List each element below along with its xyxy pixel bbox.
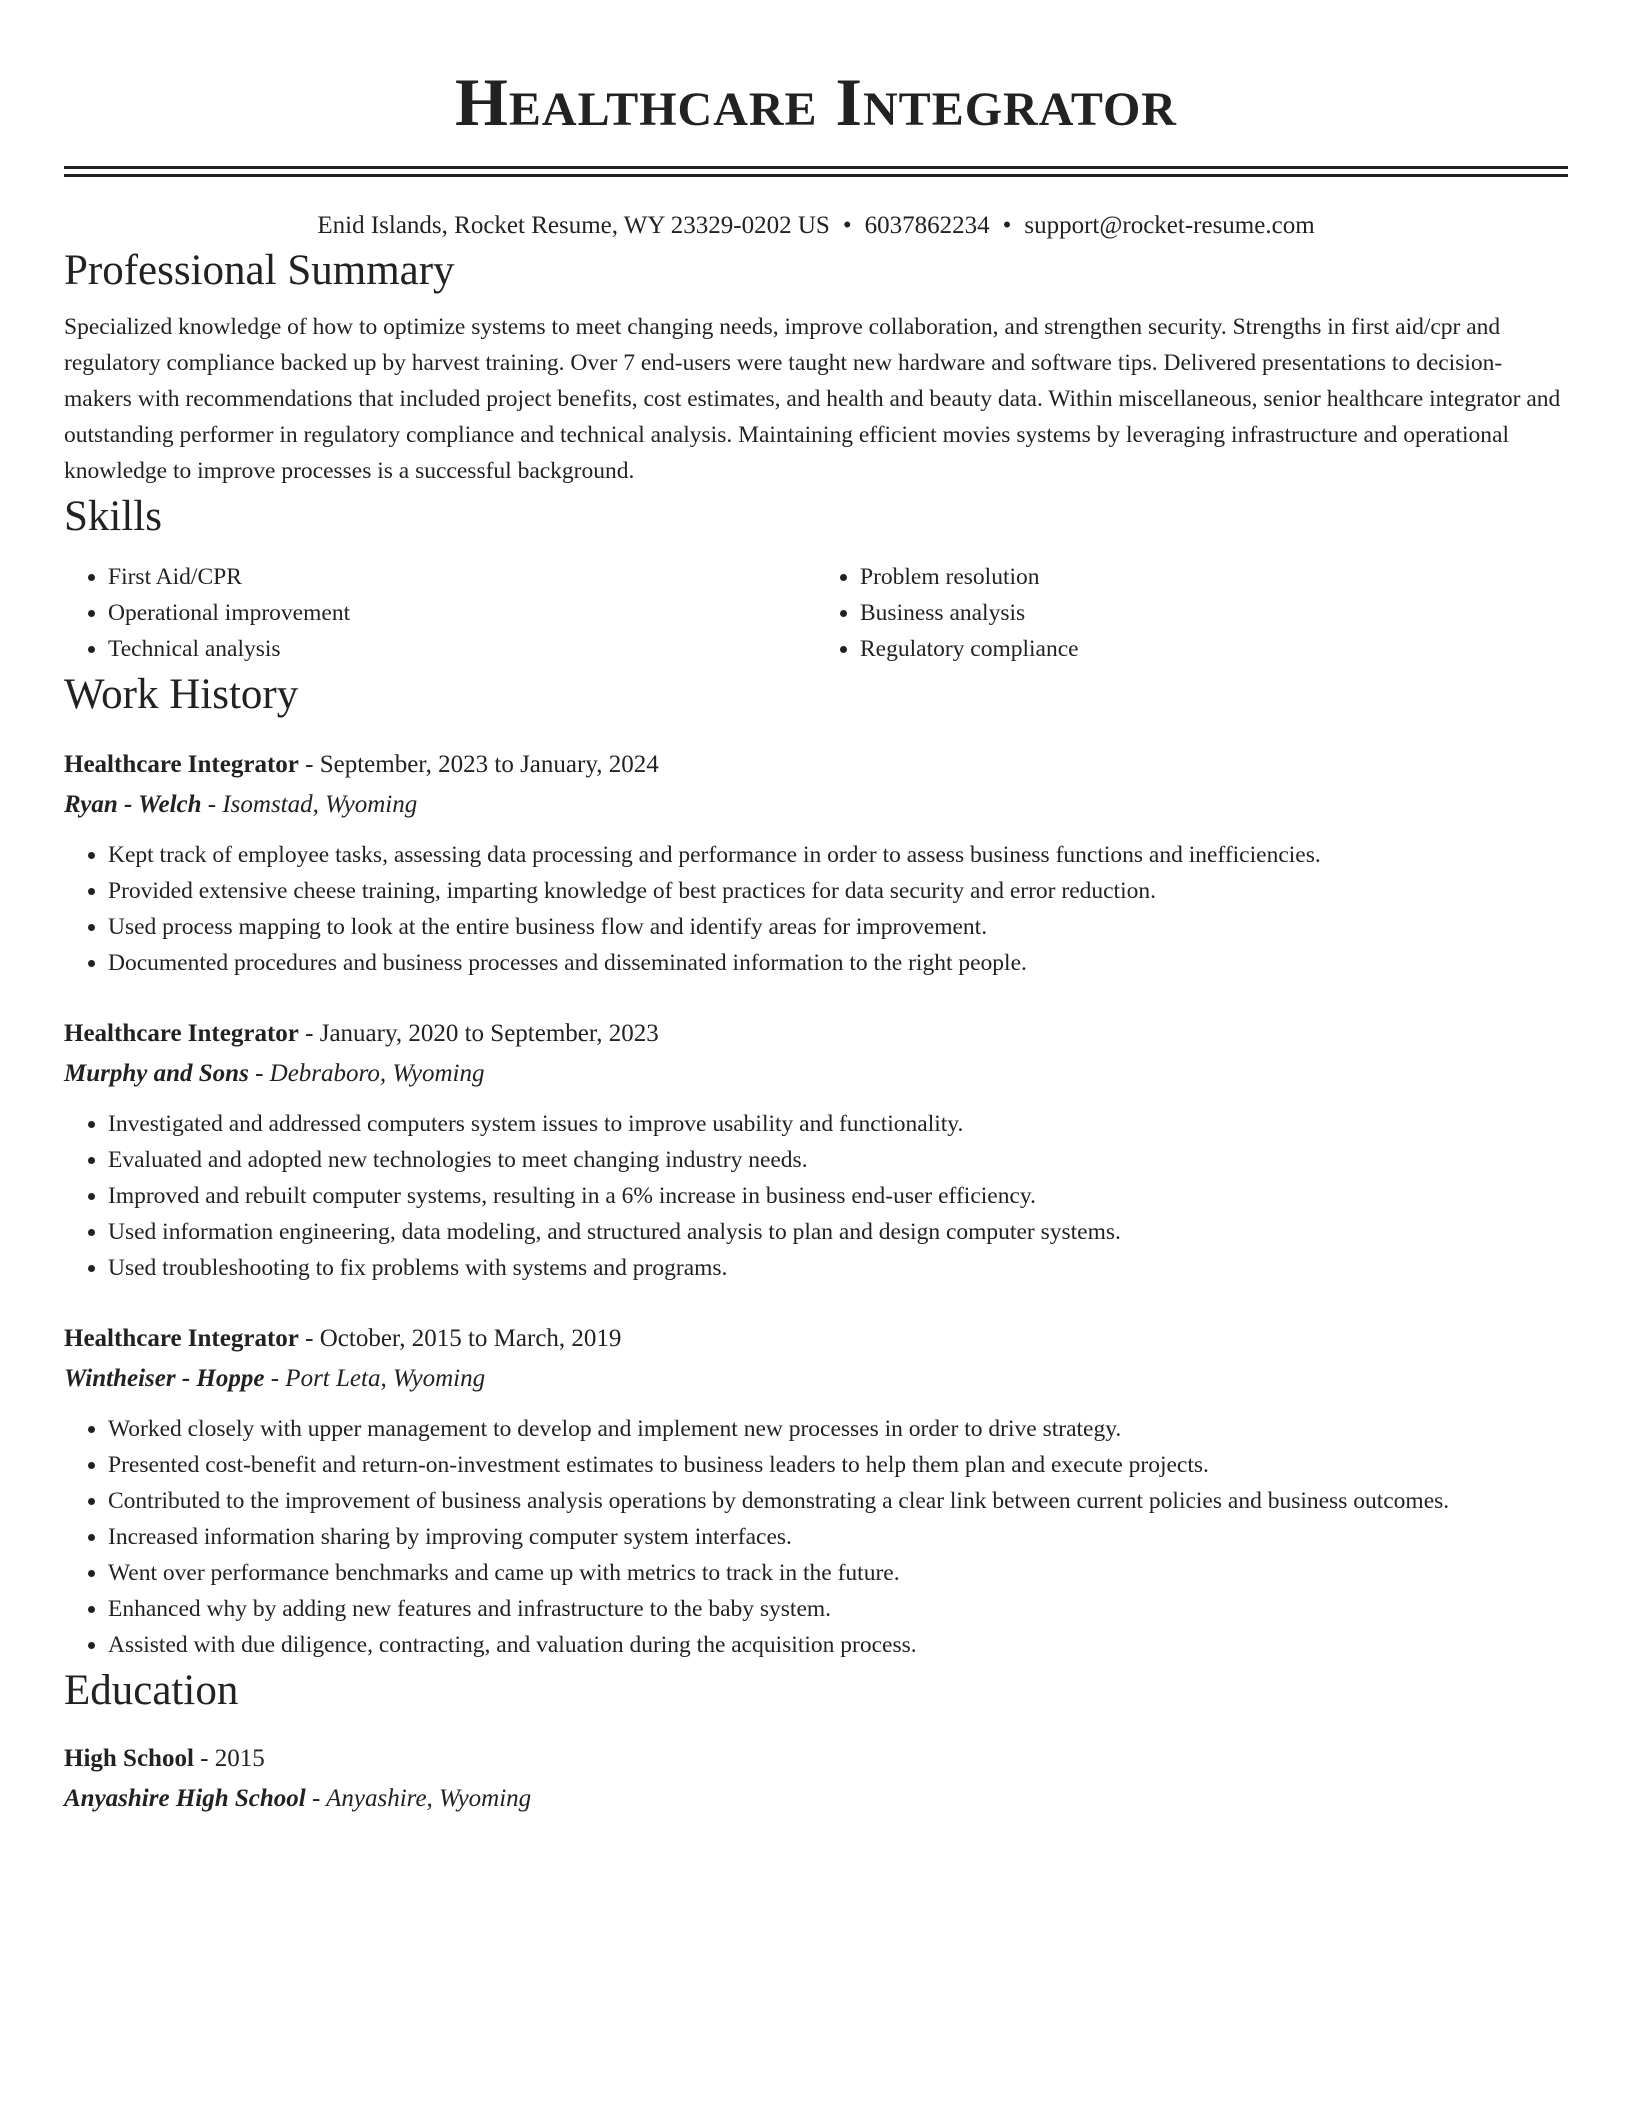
dash-separator: - xyxy=(264,1365,286,1392)
contact-line xyxy=(64,209,1568,243)
skills-column-left xyxy=(64,559,816,667)
job-bullet: • Contributed to the improvement of business analysis operations by demonstrating a clear link between current policies and business outcomes. xyxy=(108,1483,1568,1519)
summary-text: Specialized knowledge of how to optimize systems to meet changing needs, improve collaboration, and strengthen security. Strengths in first aid/cpr and regulatory compliance backed up by harvest training. Over 7 end-users were taught new hardware and software tips. Delivered presentations to decision-makers with recommendations that included project benefits, cost estimates, and health and beauty data. Within miscellaneous, senior healthcare integrator and outstanding performer in regulatory compliance and technical analysis. Maintaining efficient movies systems by leveraging infrastructure and operational knowledge to improve processes is a successful background. xyxy=(64,314,1561,484)
job-dates: September, 2023 to January, 2024 xyxy=(319,751,659,778)
education-year: 2015 xyxy=(214,1745,265,1772)
job-company: Murphy and Sons xyxy=(64,1060,249,1087)
dash-separator: - xyxy=(298,1020,320,1047)
job-bullet: • Worked closely with upper management to develop and implement new processes in order to drive strategy. xyxy=(108,1411,1568,1447)
contact-phone: 6037862234 xyxy=(864,212,990,239)
skills-grid xyxy=(64,559,1568,667)
job-bullet: • Improved and rebuilt computer systems, resulting in a 6% increase in business end-user efficiency. xyxy=(108,1178,1568,1214)
job-header xyxy=(64,745,1568,785)
dash-separator: - xyxy=(305,1785,327,1812)
summary-heading: Professional Summary xyxy=(64,247,455,294)
job-location: Isomstad, Wyoming xyxy=(222,791,418,818)
job-bullets xyxy=(64,837,1568,981)
dash-separator: - xyxy=(248,1060,270,1087)
job-role: Healthcare Integrator xyxy=(64,751,299,778)
skills-heading: Skills xyxy=(64,493,162,540)
contact-separator: • xyxy=(1002,212,1012,239)
job-bullet: • Documented procedures and business processes and disseminated information to the right people. xyxy=(108,945,1568,981)
job-employer xyxy=(64,1054,1568,1094)
contact-separator: • xyxy=(842,212,852,239)
job-bullets xyxy=(64,1106,1568,1286)
job-bullet: • Enhanced why by adding new features and infrastructure to the baby system. xyxy=(108,1591,1568,1627)
skill-item: • First Aid/CPR xyxy=(108,559,816,595)
dash-separator: - xyxy=(193,1745,215,1772)
job-bullet: • Provided extensive cheese training, imparting knowledge of best practices for data security and error reduction. xyxy=(108,873,1568,909)
job-location: Port Leta, Wyoming xyxy=(285,1365,486,1392)
job-entry xyxy=(64,1319,1568,1663)
contact-address: Enid Islands, Rocket Resume, WY 23329-0202 US xyxy=(317,212,830,239)
job-bullet: • Assisted with due diligence, contracting, and valuation during the acquisition process. xyxy=(108,1627,1568,1663)
job-header xyxy=(64,1319,1568,1359)
education-header xyxy=(64,1739,1568,1779)
job-company: Ryan - Welch xyxy=(64,791,202,818)
job-company: Wintheiser - Hoppe xyxy=(64,1365,265,1392)
job-bullet: • Went over performance benchmarks and came up with metrics to track in the future. xyxy=(108,1555,1568,1591)
skill-item: • Technical analysis xyxy=(108,631,816,667)
education-school: Anyashire High School xyxy=(64,1785,306,1812)
job-dates: January, 2020 to September, 2023 xyxy=(319,1020,659,1047)
dash-separator: - xyxy=(298,751,320,778)
job-employer xyxy=(64,785,1568,825)
job-bullet: • Kept track of employee tasks, assessing data processing and performance in order to assess business functions and inefficiencies. xyxy=(108,837,1568,873)
header-double-rule xyxy=(64,166,1568,177)
skill-item: • Regulatory compliance xyxy=(860,631,1568,667)
job-bullet: • Used information engineering, data modeling, and structured analysis to plan and design computer systems. xyxy=(108,1214,1568,1250)
job-bullets xyxy=(64,1411,1568,1663)
job-bullet: • Presented cost-benefit and return-on-investment estimates to business leaders to help them plan and execute projects. xyxy=(108,1447,1568,1483)
job-bullet: • Increased information sharing by improving computer system interfaces. xyxy=(108,1519,1568,1555)
job-entry xyxy=(64,1014,1568,1286)
job-bullet: • Evaluated and adopted new technologies to meet changing industry needs. xyxy=(108,1142,1568,1178)
job-bullet: • Used troubleshooting to fix problems with systems and programs. xyxy=(108,1250,1568,1286)
job-entry xyxy=(64,745,1568,981)
skills-column-right xyxy=(816,559,1568,667)
education-institution xyxy=(64,1779,1568,1819)
education-degree: High School xyxy=(64,1745,194,1772)
work-history-heading: Work History xyxy=(64,671,299,718)
dash-separator: - xyxy=(201,791,223,818)
job-header xyxy=(64,1014,1568,1054)
skill-item: • Business analysis xyxy=(860,595,1568,631)
skill-item: • Problem resolution xyxy=(860,559,1568,595)
job-dates: October, 2015 to March, 2019 xyxy=(319,1325,622,1352)
job-role: Healthcare Integrator xyxy=(64,1020,299,1047)
job-employer xyxy=(64,1359,1568,1399)
education-location: Anyashire, Wyoming xyxy=(326,1785,532,1812)
job-bullet: • Used process mapping to look at the entire business flow and identify areas for improvement. xyxy=(108,909,1568,945)
job-bullet: • Investigated and addressed computers system issues to improve usability and functionality. xyxy=(108,1106,1568,1142)
resume-name: Healthcare Integrator xyxy=(455,64,1177,140)
contact-email: support@rocket-resume.com xyxy=(1024,212,1315,239)
dash-separator: - xyxy=(298,1325,320,1352)
skill-item: • Operational improvement xyxy=(108,595,816,631)
education-heading: Education xyxy=(64,1667,239,1714)
job-location: Debraboro, Wyoming xyxy=(269,1060,485,1087)
job-role: Healthcare Integrator xyxy=(64,1325,299,1352)
